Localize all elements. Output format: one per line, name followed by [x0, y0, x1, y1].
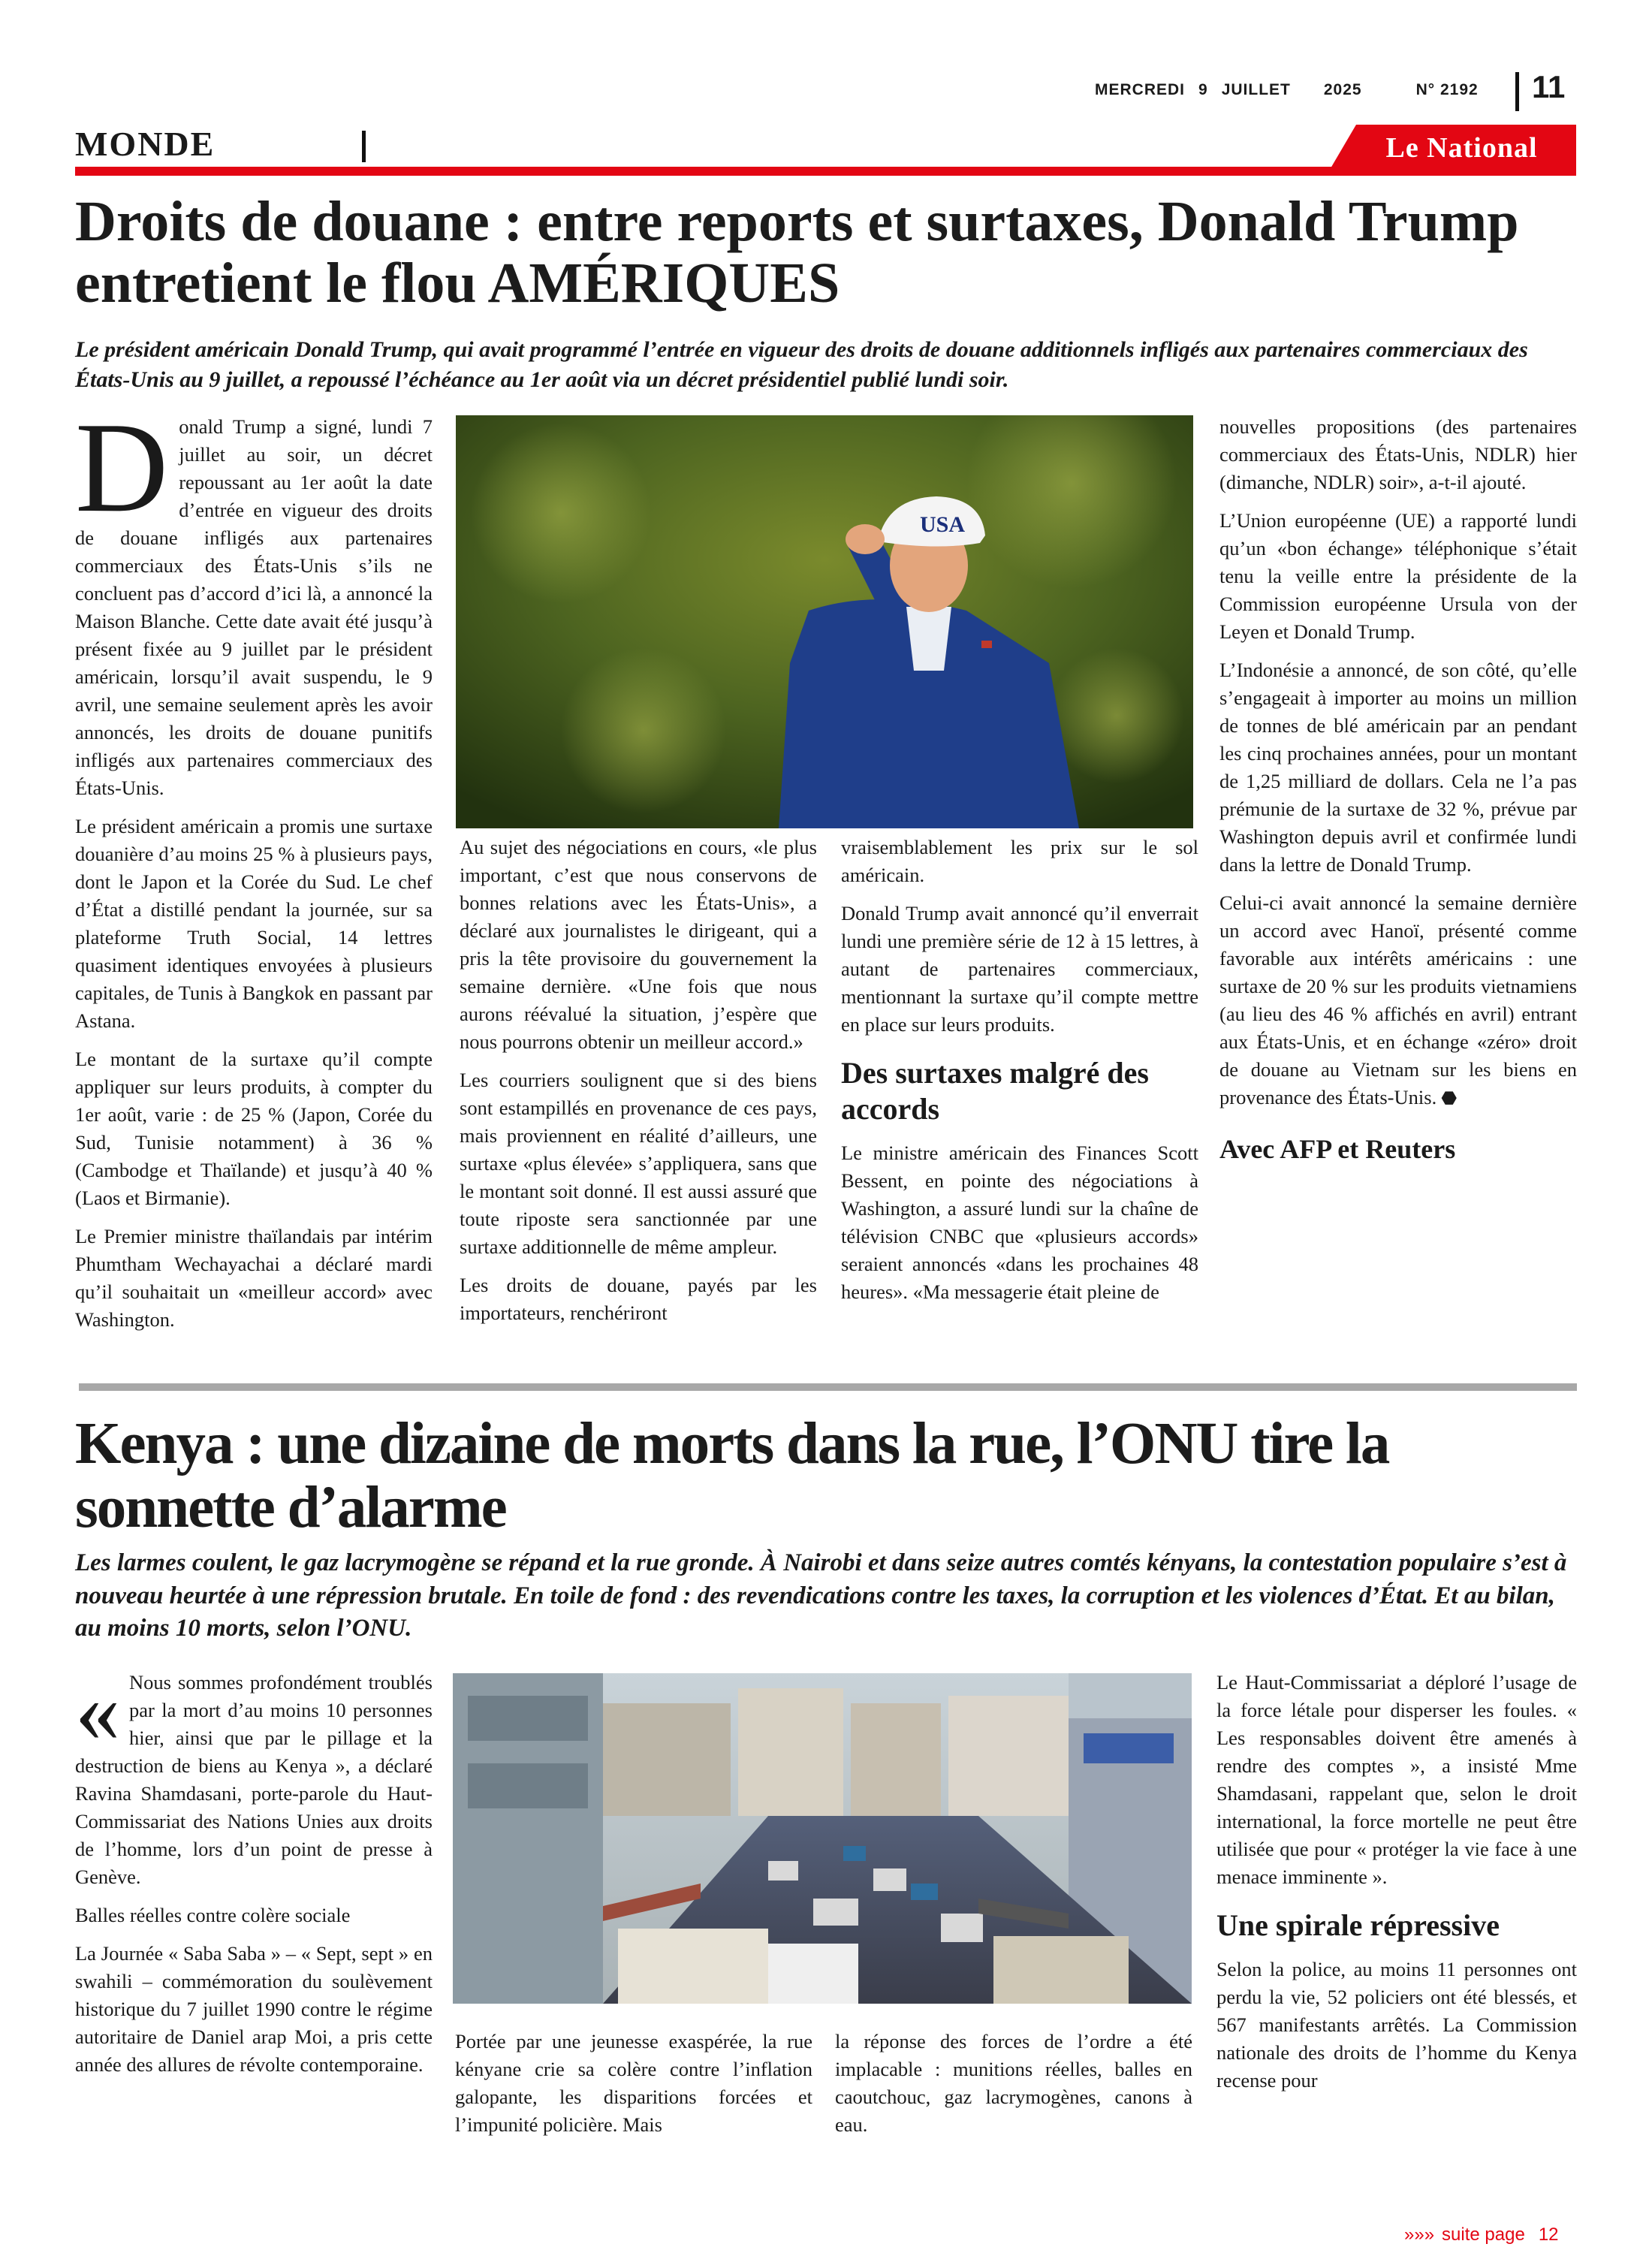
article1-c3-p2: Donald Trump avait annoncé qu’il enverrait lundi une première série de 12 à 15 lettres, à autant de partenaires commerciaux, mentionnant la surtaxe qu’il compte mettre en place sur leurs produits.	[841, 902, 1198, 1036]
article1-subhead: Des surtaxes malgré des accords	[841, 1056, 1149, 1126]
page-number: 11	[1532, 69, 1566, 104]
article2-subhead: Une spirale répressive	[1216, 1908, 1500, 1942]
header-rule	[75, 167, 1576, 176]
article1-c4-p4: Celui-ci avait annoncé la semaine dernière un accord avec Hanoï, présenté comme favorable aux intérêts américains : une surtaxe de 20 % sur les produits vietnamiens (au lieu des 46 % affichés en avril) entrant aux États-Unis, et en échange «zéro» droit de douane au Vietnam sur les biens en provenance des États-Unis.	[1219, 891, 1577, 1108]
article2-quote-mark: «	[75, 1660, 120, 1760]
issue-month: JUILLET	[1221, 81, 1291, 98]
article2-title: Kenya : une dizaine de morts dans la rue, l’ONU tire la sonnette d’alarme	[75, 1411, 1389, 1541]
section-divider	[362, 131, 366, 162]
article1-c4-p1: nouvelles propositions (des partenaires commerciaux des États-Unis, NDLR) hier (dimanche, NDLR) soir», a-t-il ajouté.	[1219, 415, 1577, 493]
article1-column-2	[460, 834, 817, 1338]
section-title: MONDE	[75, 125, 216, 163]
issue-day: MERCREDI	[1095, 81, 1186, 98]
article1-c3-p1: vraisemblablement les prix sur le sol américain.	[841, 836, 1198, 886]
article1-c4-p3: L’Indonésie a annoncé, de son côté, qu’elle s’engageait à importer au moins un million de tonnes de blé américain par an pendant les cinq prochaines années, pour un montant de 1,25 milliard de dollars. Cela ne l’a pas prémunie de la surtaxe de 32 %, prévue par Washington depuis avril et confirmée lundi dans la lettre de Donald Trump.	[1219, 659, 1577, 876]
article1-title: Droits de douane : entre reports et surtaxes, Donald Trump entretient le flou AMÉRIQUES	[75, 190, 1519, 315]
trump-photo-illustration	[456, 415, 1193, 828]
article1-c2-p1: Au sujet des négociations en cours, «le plus important, c’est que nous conservons de bonnes relations avec les États-Unis», a déclaré aux journalistes le dirigeant, qui a pris la tête provisoire du gouvernement la semaine dernière. «Une fois que nous aurons réévalué la situation, j’espère que nous pourrons obtenir un meilleur accord.»	[460, 836, 817, 1053]
article2-c1-p3: La Journée « Saba Saba » – « Sept, sept » en swahili – commémoration du soulèvement historique du 7 juillet 1990 contre le régime autoritaire de Daniel arap Moi, a pris cette année des allures de révolte contemporaine.	[75, 1942, 433, 2076]
continued-arrows: »»»	[1404, 2224, 1435, 2245]
page-number-divider	[1515, 72, 1519, 111]
brand-name: Le National	[1385, 132, 1538, 164]
cap-text: USA	[920, 512, 966, 537]
article1-signoff: Avec AFP et Reuters	[1219, 1134, 1456, 1164]
issue-number: N° 2192	[1415, 81, 1479, 98]
nairobi-street-photo	[453, 1673, 1192, 2004]
article2-column-4	[1216, 1669, 1577, 2105]
continued-link[interactable]	[1404, 2224, 1559, 2245]
article1-c2-p3: Les droits de douane, payés par les importateurs, renchériront	[460, 1274, 817, 1324]
article1-c3-p3: Le ministre américain des Finances Scott Bessent, en pointe des négociations à Washington, a assuré lundi sur la chaîne de télévision CNBC que «plusieurs accords» seraient annoncés «dans les prochaines 48 heures». «Ma messagerie était pleine de	[841, 1142, 1198, 1303]
continued-label: suite page	[1442, 2224, 1525, 2245]
article1-column-4	[1219, 413, 1577, 1163]
article2-c1-p1: Nous sommes profondément troublés par la mort d’au moins 10 personnes hier, ainsi que par le pillage et la destruction de biens au Kenya », a déclaré Ravina Shamdasani, porte-parole du Haut-Commissariat des Nations Unies aux droits de l’homme, lors d’un point de presse à Genève.	[75, 1671, 433, 1888]
article1-c2-p2: Les courriers soulignent que si des biens sont estampillés en provenance de ces pays, mais proviennent en réalité d’ailleurs, une surtaxe «plus élevée» s’appliquera, sans que le montant soit donné. Il est aussi assuré que toute riposte sera sanctionnée par une surtaxe additionnelle de même ampleur.	[460, 1069, 817, 1258]
article1-c1-p2: Le président américain a promis une surtaxe douanière d’au moins 25 % à plusieurs pays, dont le Japon et la Corée du Sud. Le chef d’État a distillé pendant la journée, sur sa plateforme Truth Social, 14 lettres quasiment identiques envoyées à plusieurs capitales, de Tunis à Bangkok en passant par Astana.	[75, 815, 433, 1032]
issue-date: 9	[1198, 81, 1208, 98]
article-divider	[79, 1383, 1577, 1391]
article1-c4-p2: L’Union européenne (UE) a rapporté lundi qu’un «bon échange» téléphonique s’était tenu la veille entre la présidente de la Commission européenne Ursula von der Leyen et Donald Trump.	[1219, 509, 1577, 643]
article2-c4-p1: Le Haut-Commissariat a déploré l’usage de la force létale pour disperser les foules. « Les responsables doivent être amenés à rendre des comptes », a insisté Mme Shamdasani, rappelant que, selon le droit international, la force mortelle ne peut être utilisée que pour « protéger la vie face à une menace imminente ».	[1216, 1671, 1577, 1888]
article1-column-3	[841, 834, 1198, 1317]
article2-c2-p1: Portée par une jeunesse exaspérée, la rue kényane crie sa colère contre l’inflation galopante, les disparitions forcées et l’impunité policière. Mais	[455, 2030, 812, 2136]
article2-lead: Les larmes coulent, le gaz lacrymogène se répand et la rue gronde. À Nairobi et dans seize autres comtés kényans, la contestation populaire s’est à nouveau heurtée à une répression brutale. En toile de fond : des revendications contre les taxes, la corruption et les violences d’État. Et au bilan, au moins 10 morts, selon l’ONU.	[75, 1549, 1567, 1642]
article2-column-2	[455, 2028, 812, 2149]
article1-lead: Le président américain Donald Trump, qui avait programmé l’entrée en vigueur des droits de douane additionnels infligés aux partenaires commerciaux des États-Unis au 9 juillet, a repoussé l’échéance au 1er août via un décret présidentiel publié lundi soir.	[75, 337, 1528, 392]
article1-c1-p1: onald Trump a signé, lundi 7 juillet au soir, un décret repoussant au 1er août la date d’entrée en vigueur des droits de douane infligés aux partenaires commerciaux des États-Unis s’ils ne concluent pas d’accord d’ici là, a annoncé la Maison Blanche. Cette date avait été jusqu’à présent fixée au 9 juillet par le président américain, lorsqu’il avait suspendu, le 9 avril, une semaine seulement après les avoir annoncés, les droits de douane punitifs infligés aux partenaires commerciaux des États-Unis.	[75, 415, 433, 799]
article2-column-1	[75, 1660, 433, 2089]
nairobi-photo-illustration	[453, 1673, 1192, 2004]
article1-c1-p3: Le montant de la surtaxe qu’il compte appliquer sur leurs produits, à compter du 1er août, varie : de 25 % (Japon, Corée du Sud, Tunisie notamment) à 36 % (Cambodge et Thaïlande) et jusqu’à 40 % (Laos et Birmanie).	[75, 1048, 433, 1209]
issue-info	[1095, 81, 1479, 99]
article2-c4-p2: Selon la police, au moins 11 personnes ont perdu la vie, 52 policiers ont été blessés, et 567 manifestants arrêtés. La Commission nationale des droits de l’homme du Kenya recense pour	[1216, 1958, 1577, 2092]
end-mark-icon: ⬣	[1436, 1089, 1458, 1108]
continued-page: 12	[1538, 2224, 1559, 2245]
trump-photo	[456, 415, 1193, 828]
issue-year: 2025	[1323, 81, 1362, 98]
article1-dropcap: D	[75, 397, 169, 539]
article2-column-3	[835, 2028, 1192, 2149]
article2-c1-p2: Balles réelles contre colère sociale	[75, 1904, 351, 1926]
article2-c3-p1: la réponse des forces de l’ordre a été implacable : munitions réelles, balles en caoutchouc, gaz lacrymogènes, canons à eau.	[835, 2030, 1192, 2136]
article1-column-1	[75, 397, 433, 1344]
article1-c1-p4: Le Premier ministre thaïlandais par intérim Phumtham Wechayachai a déclaré mardi qu’il souhaitait un «meilleur accord» avec Washington.	[75, 1225, 433, 1331]
